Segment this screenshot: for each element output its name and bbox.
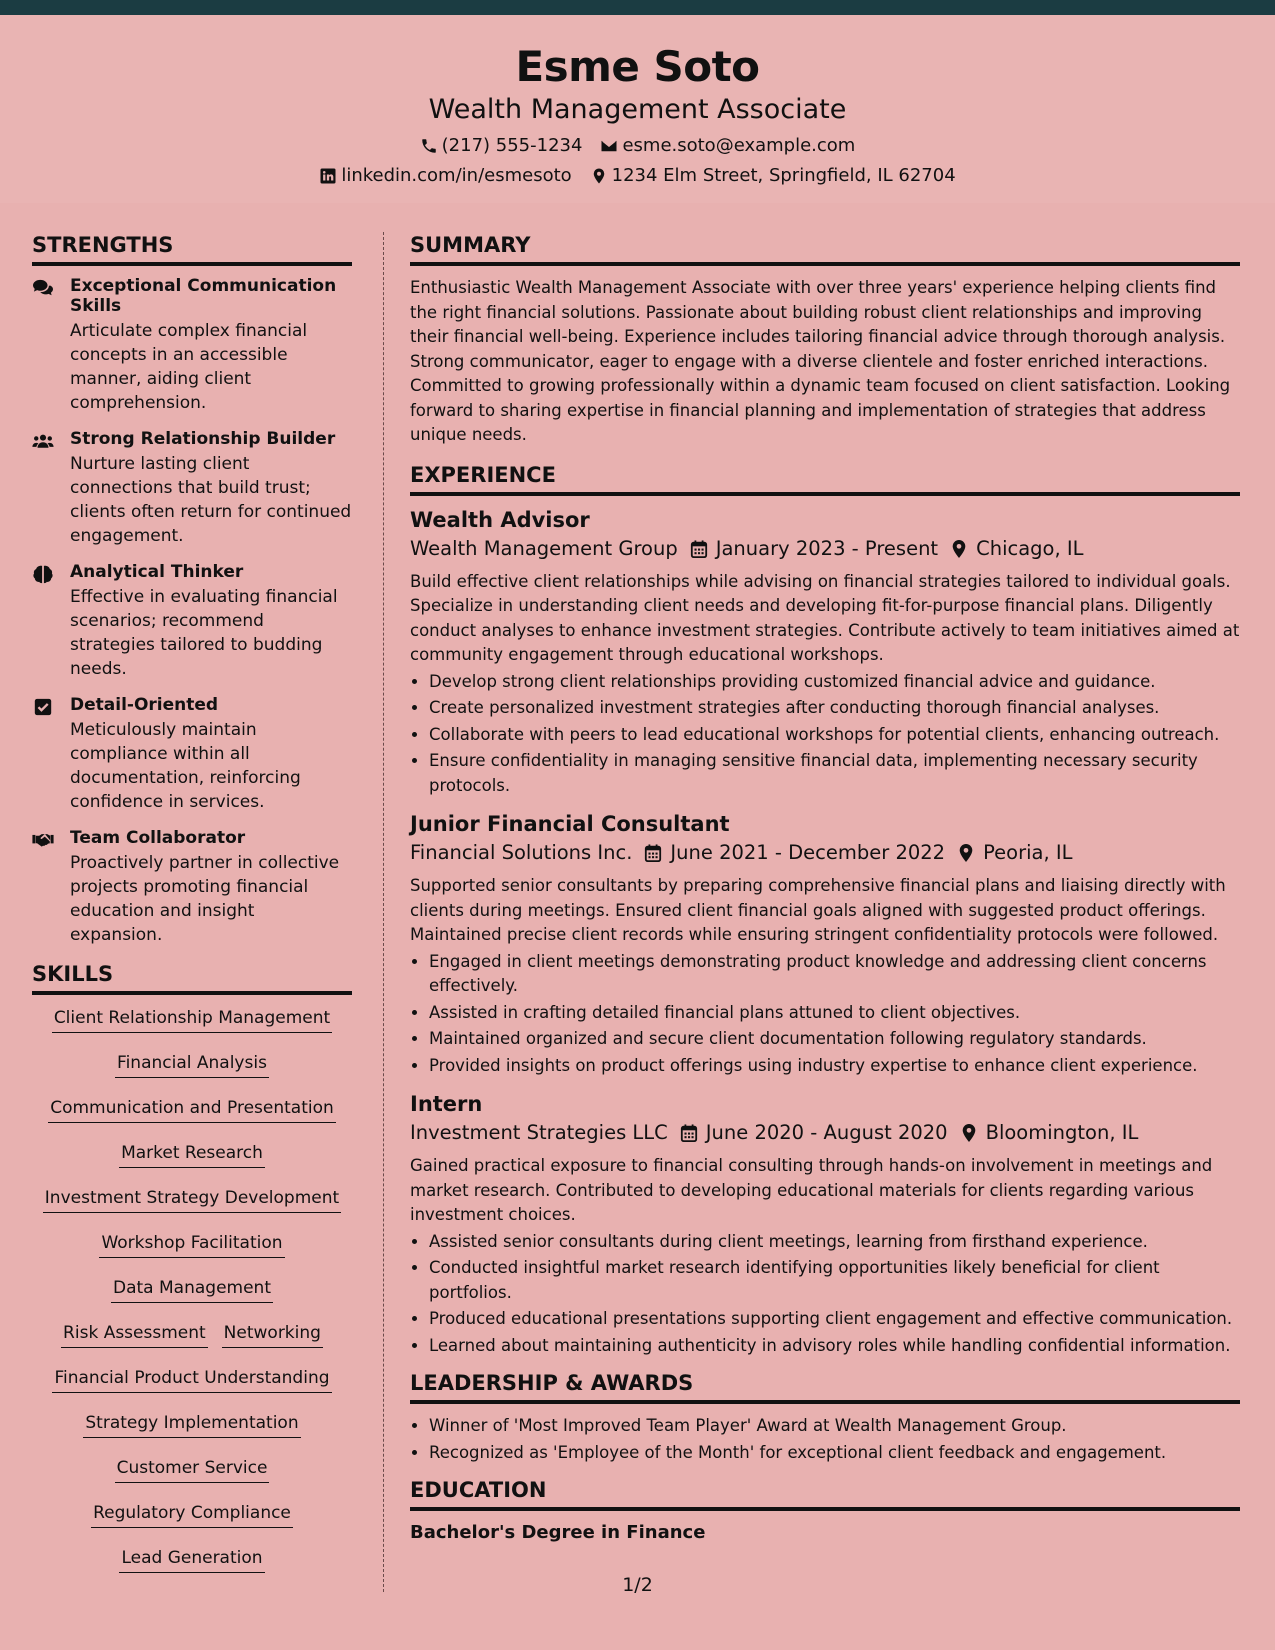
map-marker-icon xyxy=(590,167,608,185)
handshake-icon xyxy=(32,828,70,947)
skill-tag: Client Relationship Management xyxy=(52,1005,332,1033)
phone-icon xyxy=(420,137,438,155)
skill-row xyxy=(32,1005,352,1033)
skill-row xyxy=(32,1185,352,1213)
strength-item xyxy=(32,828,352,947)
skill-tag: Regulatory Compliance xyxy=(91,1500,293,1528)
job-meta xyxy=(410,838,1240,868)
linkedin-contact[interactable] xyxy=(319,165,571,187)
skill-row xyxy=(32,1320,352,1348)
skill-row xyxy=(32,1500,352,1528)
job-description: Supported senior consultants by preparing comprehensive financial plans and liaising directly with clients during meetings. Ensured client financial goals aligned with suggested product offerings. Maintained precise client records while ensuring stringent confidentiality protocols were followed. xyxy=(410,876,1226,944)
job-company: Investment Strategies LLC xyxy=(410,1121,668,1144)
skill-tag: Data Management xyxy=(111,1275,273,1303)
calendar-icon xyxy=(690,539,708,559)
job-dates xyxy=(680,1118,948,1148)
users-icon xyxy=(32,429,70,548)
envelope-icon xyxy=(600,137,618,155)
skill-row xyxy=(32,1095,352,1123)
job-location-text: Chicago, IL xyxy=(976,536,1084,560)
award-item: • Recognized as 'Employee of the Month' for exceptional client feedback and engagement. xyxy=(429,1441,1240,1466)
strength-item xyxy=(32,429,352,548)
education-heading: EDUCATION xyxy=(410,1477,1240,1511)
job-dates xyxy=(644,838,945,868)
job-company: Wealth Management Group xyxy=(410,536,678,560)
skill-row xyxy=(32,1275,352,1303)
job-meta xyxy=(410,1118,1240,1148)
skill-tag: Customer Service xyxy=(115,1455,270,1483)
job-dates-text: January 2023 - Present xyxy=(715,536,939,560)
strength-desc: Nurture lasting client connections that build trust; clients often return for continued engagement. xyxy=(70,454,352,546)
strength-title: Exceptional Communication Skills xyxy=(70,276,337,316)
job-location xyxy=(960,1118,1139,1148)
top-bar xyxy=(0,0,1275,15)
strength-desc: Proactively partner in collective projects promoting financial education and insight expansion. xyxy=(70,853,340,945)
job-bullet: • Learned about maintaining authenticity in advisory roles while handling confidential information. xyxy=(429,1334,1240,1359)
strength-desc: Meticulously maintain compliance within all documentation, reinforcing confidence in services. xyxy=(70,720,301,812)
left-column xyxy=(32,232,352,1590)
leadership-heading: LEADERSHIP & AWARDS xyxy=(410,1370,1240,1404)
column-divider xyxy=(383,232,384,1592)
job-title: Wealth Advisor xyxy=(410,507,590,532)
job-bullets xyxy=(410,950,1240,1079)
job-title: Junior Financial Consultant xyxy=(410,812,730,836)
job-bullet: • Maintained organized and secure client documentation following regulatory standards. xyxy=(429,1027,1240,1052)
education-degree: Bachelor's Degree in Finance xyxy=(410,1522,706,1543)
job-bullet: • Assisted in crafting detailed financial plans attuned to client objectives. xyxy=(429,1001,1240,1026)
skill-tag: Communication and Presentation xyxy=(48,1095,336,1123)
address-text: 1234 Elm Street, Springfield, IL 62704 xyxy=(611,165,956,186)
job-bullet: • Collaborate with peers to lead educational workshops for potential clients, enhancing outreach. xyxy=(429,723,1240,748)
job-bullets xyxy=(410,670,1240,799)
skill-tag: Risk Assessment xyxy=(61,1320,208,1348)
strength-title: Detail-Oriented xyxy=(70,695,219,715)
job-bullet: • Develop strong client relationships providing customized financial advice and guidance. xyxy=(429,670,1240,695)
job-dates-text: June 2021 - December 2022 xyxy=(670,841,946,864)
phone-text: (217) 555-1234 xyxy=(441,135,583,156)
brain-icon xyxy=(32,562,70,681)
job-bullet: • Conducted insightful market research identifying opportunities likely beneficial for client portfolios. xyxy=(429,1256,1240,1305)
job-location xyxy=(957,838,1072,868)
job-bullet: • Create personalized investment strategies after conducting thorough financial analyses. xyxy=(429,696,1240,721)
summary-heading: SUMMARY xyxy=(410,232,1240,266)
skills-list xyxy=(32,1005,352,1573)
skill-row xyxy=(32,1140,352,1168)
phone-contact[interactable] xyxy=(420,135,583,157)
candidate-title: Wealth Management Associate xyxy=(428,94,847,125)
strength-desc: Articulate complex financial concepts in an accessible manner, aiding client comprehension. xyxy=(70,321,308,413)
job-bullet: • Produced educational presentations supporting client engagement and effective communication. xyxy=(429,1307,1240,1332)
map-marker-icon xyxy=(957,843,975,863)
strength-content xyxy=(70,429,352,548)
job-entry xyxy=(410,1090,1240,1358)
job-description: Gained practical exposure to financial consulting through hands-on involvement in meetings and market research. Contributed to developing educational materials for clients regarding various investment choices. xyxy=(410,1156,1213,1224)
job-bullet: • Provided insights on product offerings using industry expertise to enhance client experience. xyxy=(429,1054,1240,1079)
job-bullets xyxy=(410,1230,1240,1359)
job-bullet: • Assisted senior consultants during client meetings, learning from firsthand experience. xyxy=(429,1230,1240,1255)
skill-row xyxy=(32,1410,352,1438)
skill-tag: Lead Generation xyxy=(119,1545,264,1573)
strengths-heading: STRENGTHS xyxy=(32,232,352,266)
calendar-icon xyxy=(644,843,662,863)
skills-heading: SKILLS xyxy=(32,961,352,995)
strengths-list xyxy=(32,276,352,947)
email-text: esme.soto@example.com xyxy=(622,135,856,156)
candidate-name: Esme Soto xyxy=(515,42,760,91)
calendar-icon xyxy=(680,1123,698,1143)
comments-icon xyxy=(32,276,70,415)
strength-item xyxy=(32,276,352,415)
check-square-icon xyxy=(32,695,70,814)
skill-row xyxy=(32,1230,352,1258)
strength-content xyxy=(70,276,352,415)
email-contact[interactable] xyxy=(600,135,855,157)
page-number: 1/2 xyxy=(622,1574,653,1596)
skill-tag: Financial Product Understanding xyxy=(52,1365,331,1393)
map-marker-icon xyxy=(960,1123,978,1143)
linkedin-text: linkedin.com/in/esmesoto xyxy=(341,165,572,186)
skill-tag: Networking xyxy=(222,1320,323,1348)
job-title: Intern xyxy=(410,1092,483,1116)
job-meta xyxy=(410,534,1240,564)
linkedin-icon xyxy=(319,167,337,185)
job-company: Financial Solutions Inc. xyxy=(410,841,633,864)
strength-desc: Effective in evaluating financial scenarios; recommend strategies tailored to budding needs. xyxy=(70,587,338,679)
skill-row xyxy=(32,1050,352,1078)
skill-tag: Workshop Facilitation xyxy=(99,1230,284,1258)
skill-tag: Market Research xyxy=(119,1140,265,1168)
skill-tag: Investment Strategy Development xyxy=(43,1185,341,1213)
resume-header xyxy=(0,15,1275,203)
skill-tag: Financial Analysis xyxy=(115,1050,269,1078)
job-location-text: Peoria, IL xyxy=(983,841,1073,864)
job-description: Build effective client relationships while advising on financial strategies tailored to individual goals. Specialize in understanding client needs and developing fit-for-purpose financial plans. Diligently conduct analyses to enhance investment strategies. Contribute actively to team initiatives aimed at community engagement through educational workshops. xyxy=(410,571,1240,664)
strength-content xyxy=(70,562,352,681)
job-bullet: • Engaged in client meetings demonstrating product knowledge and addressing client concerns effectively. xyxy=(429,950,1240,999)
map-marker-icon xyxy=(950,539,968,559)
right-column xyxy=(410,232,1240,1545)
job-location xyxy=(950,534,1083,564)
skill-tag: Strategy Implementation xyxy=(83,1410,300,1438)
job-dates-text: June 2020 - August 2020 xyxy=(705,1121,948,1144)
strength-content xyxy=(70,828,352,947)
contact-row-1 xyxy=(0,135,1275,157)
skill-row xyxy=(32,1365,352,1393)
summary-text: Enthusiastic Wealth Management Associate with over three years' experience helping clients find the right financial solutions. Passionate about building robust client relationships and improving their financial well-being. Experience includes tailoring financial advice through thorough analysis. Strong communicator, eager to engage with a diverse clientele and foster enriched interactions. Committed to growing professionally within a dynamic team focused on client satisfaction. Looking forward to sharing expertise in financial planning and implementation of strategies that address unique needs. xyxy=(410,278,1231,444)
strength-title: Analytical Thinker xyxy=(70,562,244,582)
job-entry xyxy=(410,506,1240,799)
strength-item xyxy=(32,695,352,814)
skill-row xyxy=(32,1455,352,1483)
address-contact xyxy=(590,165,956,187)
strength-item xyxy=(32,562,352,681)
job-entry xyxy=(410,810,1240,1078)
award-item: • Winner of 'Most Improved Team Player' Award at Wealth Management Group. xyxy=(429,1414,1240,1439)
strength-title: Team Collaborator xyxy=(70,828,246,848)
contact-row-2 xyxy=(0,165,1275,187)
job-dates xyxy=(690,534,938,564)
skill-row xyxy=(32,1545,352,1573)
experience-list xyxy=(410,506,1240,1359)
leadership-list xyxy=(410,1414,1240,1465)
experience-heading: EXPERIENCE xyxy=(410,462,1240,496)
job-bullet: • Ensure confidentiality in managing sensitive financial data, implementing necessary security protocols. xyxy=(429,749,1240,798)
strength-content xyxy=(70,695,352,814)
job-location-text: Bloomington, IL xyxy=(985,1121,1139,1144)
strength-title: Strong Relationship Builder xyxy=(70,429,336,449)
